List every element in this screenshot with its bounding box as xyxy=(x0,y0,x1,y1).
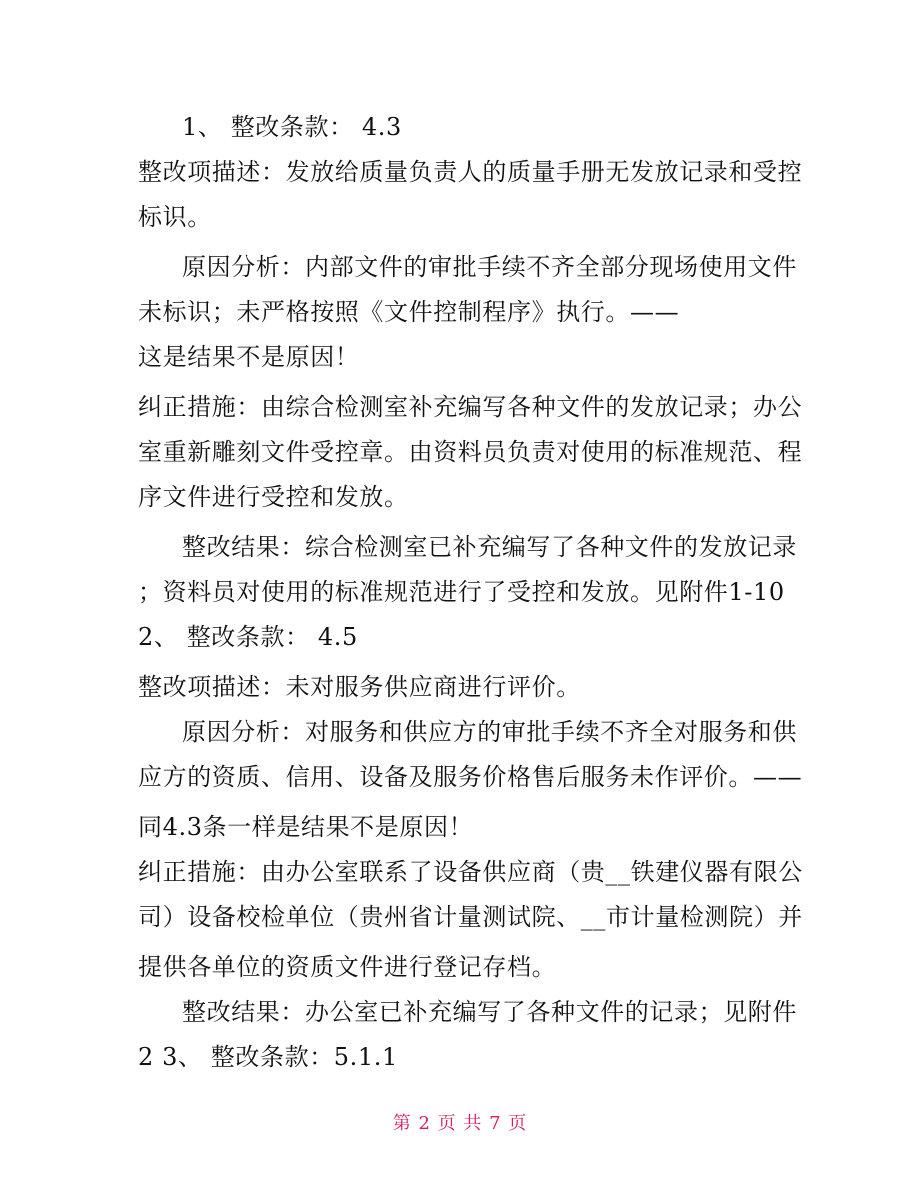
text-line: 整改项描述：未对服务供应商进行评价。 xyxy=(138,673,581,701)
text-line: 同4.3条一样是结果不是原因！ xyxy=(138,813,474,841)
text-line: ；资料员对使用的标准规范进行了受控和发放。见附件1-10 xyxy=(138,578,785,606)
text-line: 这是结果不是原因！ xyxy=(138,343,360,371)
page-number-footer: 第 2 页 共 7 页 xyxy=(392,1113,528,1134)
text-line: 序文件进行受控和发放。 xyxy=(138,483,409,511)
text-line: 整改项描述：发放给质量负责人的质量手册无发放记录和受控 xyxy=(138,158,803,186)
text-line: 纠正措施：由办公室联系了设备供应商（贵__铁建仪器有限公 xyxy=(138,858,803,886)
text-line: 应方的资质、信用、设备及服务价格售后服务未作评价。—— xyxy=(138,763,803,791)
text-line: 室重新雕刻文件受控章。由资料员负责对使用的标准规范、程 xyxy=(138,438,803,466)
text-line: 纠正措施：由综合检测室补充编写各种文件的发放记录；办公 xyxy=(138,393,803,421)
text-line: 整改结果：综合检测室已补充编写了各种文件的发放记录 xyxy=(182,533,797,561)
text-line: 2 3、 整改条款：5.1.1 xyxy=(138,1043,398,1071)
text-line: 1、 整改条款： 4.3 xyxy=(182,113,402,141)
text-line: 提供各单位的资质文件进行登记存档。 xyxy=(138,953,557,981)
text-line: 原因分析：内部文件的审批手续不齐全部分现场使用文件 xyxy=(182,253,797,281)
text-line: 未标识；未严格按照《文件控制程序》执行。—— xyxy=(138,298,680,326)
text-line: 司）设备校检单位（贵州省计量测试院、__市计量检测院）并 xyxy=(138,903,803,931)
text-line: 2、 整改条款： 4.5 xyxy=(138,623,358,651)
text-line: 标识。 xyxy=(138,203,212,231)
text-line: 整改结果：办公室已补充编写了各种文件的记录；见附件 xyxy=(182,998,797,1026)
text-line: 原因分析：对服务和供应方的审批手续不齐全对服务和供 xyxy=(182,718,797,746)
